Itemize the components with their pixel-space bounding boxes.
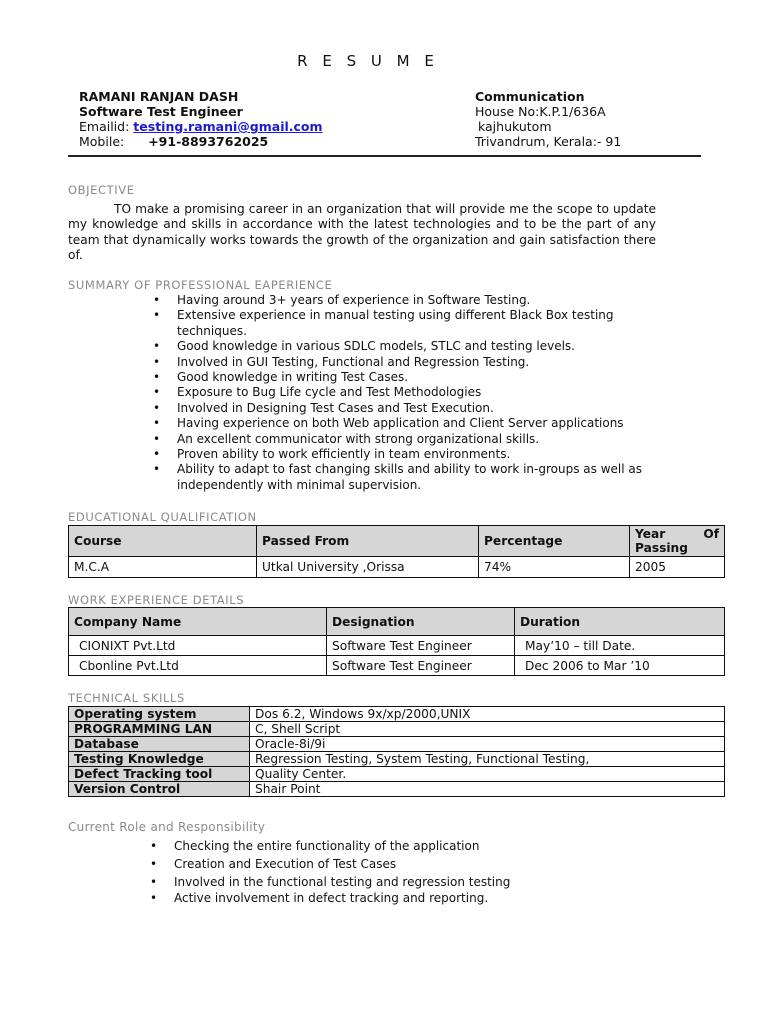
table-row (69, 656, 725, 676)
candidate-role: Software Test Engineer (79, 104, 243, 119)
skill-label: Version Control (69, 782, 250, 797)
header-company: Company Name (69, 608, 327, 636)
communication-title: Communication (475, 89, 585, 104)
document-title: R E S U M E (297, 52, 439, 70)
header-percentage: Percentage (479, 526, 630, 557)
email-link[interactable]: testing.ramani@gmail.com (133, 119, 323, 134)
skill-value: Shair Point (250, 782, 725, 797)
list-item: • An excellent communicator with strong organizational skills. (153, 432, 656, 447)
skill-label: Testing Knowledge (69, 752, 250, 767)
cell-designation: Software Test Engineer (327, 656, 515, 676)
cell-duration: Dec 2006 to Mar ’10 (515, 656, 725, 676)
table-row (69, 782, 725, 797)
cell-company: CIONIXT Pvt.Ltd (69, 636, 327, 656)
table-row (69, 722, 725, 737)
responsibility-list (150, 837, 670, 906)
skill-label: PROGRAMMING LAN (69, 722, 250, 737)
skill-label: Defect Tracking tool (69, 767, 250, 782)
cell-course: M.C.A (69, 557, 257, 578)
skill-value: Oracle-8i/9i (250, 737, 725, 752)
skill-label: Operating system (69, 707, 250, 722)
table-header-row (69, 608, 725, 636)
list-item: • Having experience on both Web application and Client Server applications (153, 416, 656, 431)
list-item: • Creation and Execution of Test Cases (150, 855, 670, 873)
table-row (69, 752, 725, 767)
header-year-of-passing (630, 526, 725, 557)
work-heading: WORK EXPERIENCE DETAILS (68, 593, 245, 607)
list-item: • Involved in GUI Testing, Functional and Regression Testing. (153, 355, 656, 370)
skill-label: Database (69, 737, 250, 752)
header-course: Course (69, 526, 257, 557)
skills-table (68, 706, 725, 797)
mobile-label: Mobile: (79, 134, 125, 149)
personal-details (79, 89, 323, 149)
header-passed-from: Passed From (257, 526, 479, 557)
summary-list (153, 293, 656, 493)
list-item: • Checking the entire functionality of the application (150, 837, 670, 855)
cell-passed-from: Utkal University ,Orissa (257, 557, 479, 578)
list-item: • Ability to adapt to fast changing skills and ability to work in-groups as well as independently with minimal supervision. (153, 462, 656, 493)
objective-text: TO make a promising career in an organization that will provide me the scope to update my knowledge and skills in accordance with the latest technologies and to be the part of any team that dynamically works towards the growth of the organization and gain satisfaction there of. (68, 202, 656, 262)
work-table (68, 607, 725, 676)
table-row (69, 636, 725, 656)
skills-heading: TECHNICAL SKILLS (68, 691, 185, 705)
mobile-line (79, 134, 323, 149)
education-heading: EDUCATIONAL QUALIFICATION (68, 510, 257, 524)
candidate-name: RAMANI RANJAN DASH (79, 89, 239, 104)
header-of-word: Of (703, 527, 719, 541)
list-item: • Active involvement in defect tracking and reporting. (150, 891, 670, 906)
table-header-row (69, 526, 725, 557)
address-line-1: House No:K.P.1/636A (475, 104, 606, 119)
cell-company: Cbonline Pvt.Ltd (69, 656, 327, 676)
list-item: • Exposure to Bug Life cycle and Test Methodologies (153, 385, 656, 400)
communication-address (475, 89, 621, 149)
skill-value: Dos 6.2, Windows 9x/xp/2000,UNIX (250, 707, 725, 722)
table-row (69, 767, 725, 782)
list-item: • Extensive experience in manual testing using different Black Box testing techniques. (153, 308, 656, 339)
list-item: • Good knowledge in various SDLC models, STLC and testing levels. (153, 339, 656, 354)
cell-duration: May’10 – till Date. (515, 636, 725, 656)
cell-year: 2005 (630, 557, 725, 578)
mobile-number: +91-8893762025 (148, 134, 269, 149)
summary-heading: SUMMARY OF PROFESSIONAL EAPERIENCE (68, 278, 333, 292)
header-passing-word: Passing (635, 541, 688, 555)
address-line-3: Trivandrum, Kerala:- 91 (475, 134, 622, 149)
list-item: • Involved in Designing Test Cases and Test Execution. (153, 401, 656, 416)
table-row (69, 557, 725, 578)
skill-value: Quality Center. (250, 767, 725, 782)
list-item: • Proven ability to work efficiently in team environments. (153, 447, 656, 462)
email-label: Emailid: (79, 119, 130, 134)
objective-heading: OBJECTIVE (68, 183, 135, 197)
header-designation: Designation (327, 608, 515, 636)
education-table (68, 525, 725, 578)
list-item: • Involved in the functional testing and regression testing (150, 873, 670, 891)
table-row (69, 737, 725, 752)
cell-designation: Software Test Engineer (327, 636, 515, 656)
cell-percentage: 74% (479, 557, 630, 578)
header-duration: Duration (515, 608, 725, 636)
address-line-2: kajhukutom (478, 119, 552, 134)
header-year-word: Year (635, 527, 666, 541)
responsibility-heading: Current Role and Responsibility (68, 820, 266, 834)
email-line (79, 119, 323, 134)
skill-value: C, Shell Script (250, 722, 725, 737)
table-row (69, 707, 725, 722)
header-divider (68, 155, 701, 157)
skill-value: Regression Testing, System Testing, Functional Testing, (250, 752, 725, 767)
list-item: • Having around 3+ years of experience in Software Testing. (153, 293, 656, 308)
list-item: • Good knowledge in writing Test Cases. (153, 370, 656, 385)
